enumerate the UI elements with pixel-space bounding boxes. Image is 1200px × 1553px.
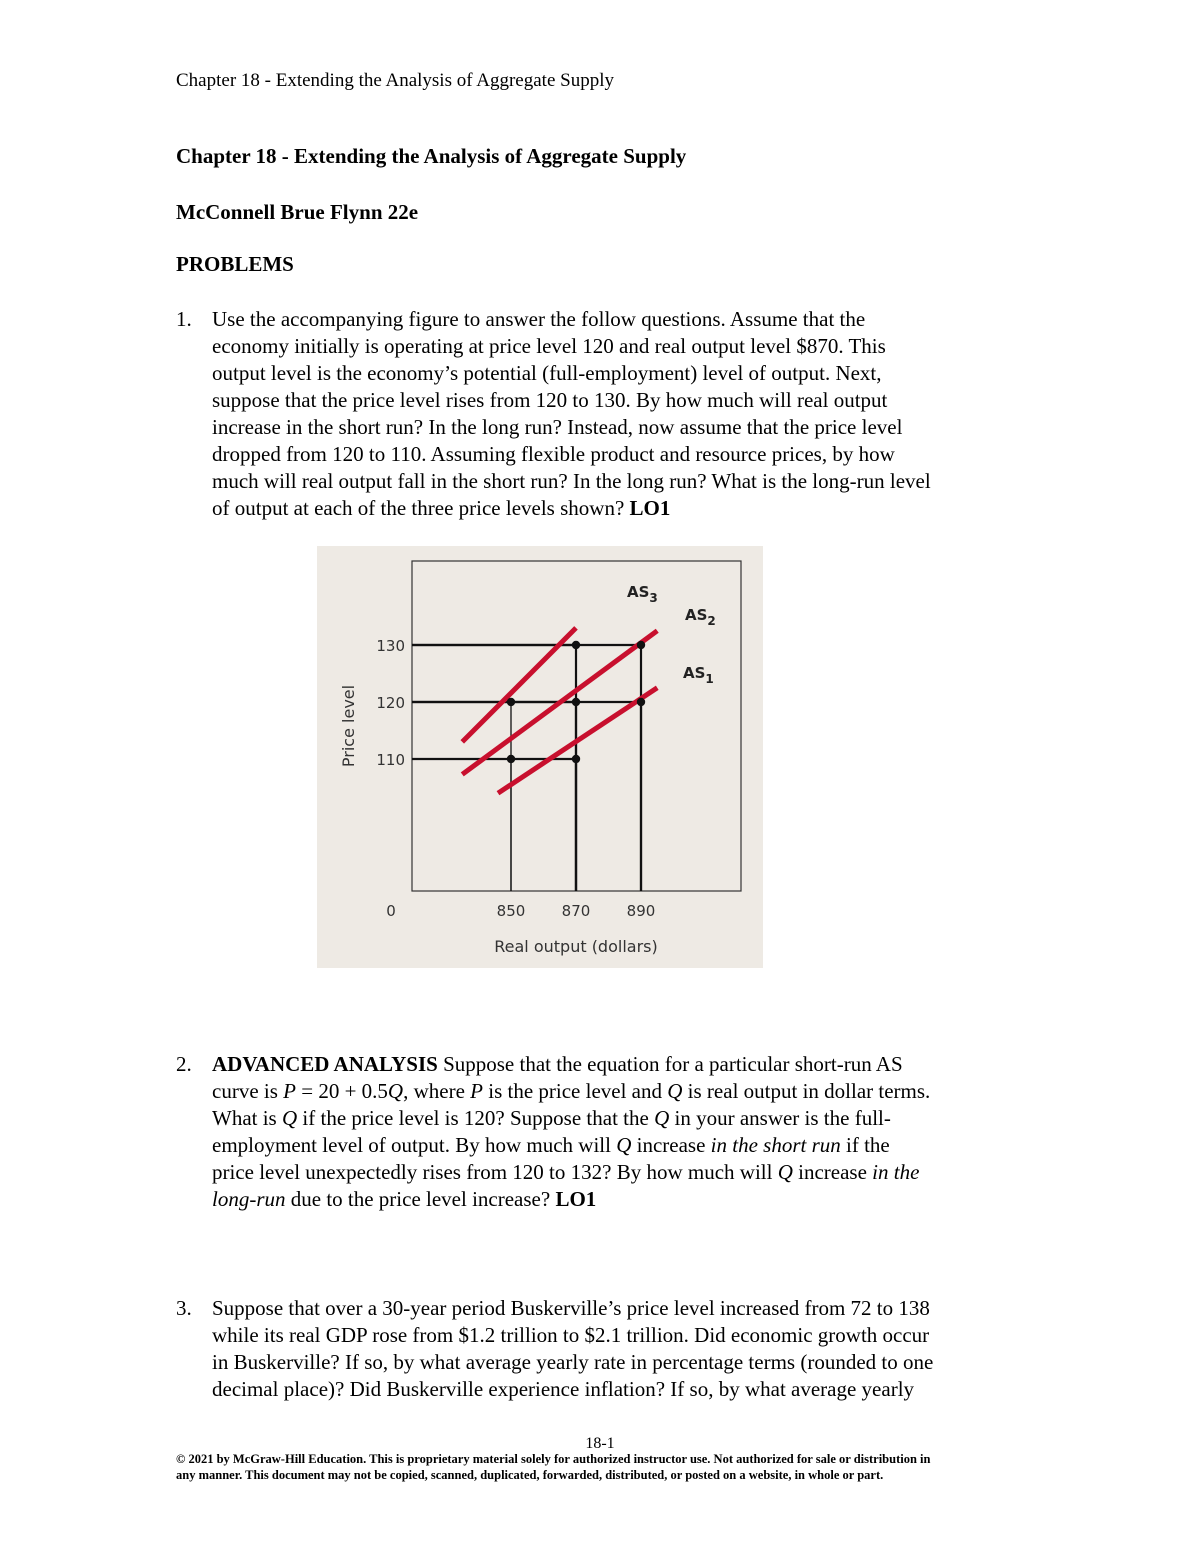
problem-line: decimal place)? Did Buskerville experience inflation? If so, by what average yearly	[212, 1377, 915, 1401]
problem-line: in Buskerville? If so, by what average yearly rate in percentage terms (rounded to one	[212, 1350, 934, 1374]
variable: Q	[777, 1160, 793, 1184]
y-tick-label: 120	[376, 694, 405, 712]
emphasis: in the short run	[710, 1133, 841, 1157]
equilibrium-point	[507, 755, 515, 763]
variable: Q	[616, 1133, 632, 1157]
variable: Q	[667, 1079, 683, 1103]
problem-line: while its real GDP rose from $1.2 trillion to $2.1 trillion. Did economic growth occur	[212, 1323, 930, 1347]
problem-line	[212, 1186, 1036, 1213]
problem-line	[212, 1078, 1036, 1105]
problem-line: much will real output fall in the short run? In the long run? What is the long-run level	[212, 469, 931, 493]
text-run: in your answer is the full-	[669, 1106, 891, 1130]
problem-line: Use the accompanying figure to answer the follow questions. Assume that the	[212, 307, 866, 331]
page-number: 18-1	[585, 1435, 615, 1452]
problem-line: increase in the short run? In the long run? Instead, now assume that the price level	[212, 415, 903, 439]
problem-line: output level is the economy’s potential (full-employment) level of output. Next,	[212, 361, 882, 385]
text-run: employment level of output. By how much will	[212, 1133, 617, 1157]
problem-line	[212, 1159, 1036, 1186]
y-axis-label: Price level	[339, 684, 358, 768]
text-run: if the	[840, 1133, 890, 1157]
problem-line: economy initially is operating at price level 120 and real output level $870. This	[212, 334, 886, 358]
equilibrium-point	[572, 641, 580, 649]
text-run: if the price level is 120? Suppose that the	[297, 1106, 655, 1130]
y-tick-label: 110	[376, 751, 405, 769]
problem-line	[212, 1132, 1036, 1159]
problem-line-text: of output at each of the three price levels shown?	[212, 496, 625, 520]
origin-label: 0	[386, 902, 396, 920]
curve-label-subscript: 3	[649, 591, 658, 605]
chapter-title: Chapter 18 - Extending the Analysis of Aggregate Supply	[176, 144, 687, 168]
emphasis: long-run	[212, 1187, 286, 1211]
aggregate-supply-figure	[317, 546, 763, 968]
equilibrium-point	[572, 755, 580, 763]
learning-objective: LO1	[629, 496, 671, 520]
text-run: is the price level and	[482, 1079, 668, 1103]
copyright-line: © 2021 by McGraw-Hill Education. This is proprietary material solely for authorized instructor use. Not authorized for sale or distribution in	[176, 1452, 931, 1466]
curve-label-base: AS	[683, 664, 706, 682]
problem-3	[176, 1295, 1036, 1403]
text-run: due to the price level increase?	[285, 1187, 551, 1211]
x-axis-label: Real output (dollars)	[494, 937, 658, 956]
curve-label-base: AS	[685, 606, 708, 624]
problem-line	[212, 495, 1036, 522]
section-heading: PROBLEMS	[176, 252, 294, 276]
problem-line-text: Suppose that the equation for a particular short-run AS	[443, 1052, 903, 1076]
curve-label-as1	[683, 664, 714, 686]
problem-line	[212, 1051, 1036, 1078]
problem-line: dropped from 120 to 110. Assuming flexible product and resource prices, by how	[212, 442, 895, 466]
curve-label-subscript: 1	[705, 672, 714, 686]
problem-1	[176, 306, 1036, 522]
text-run: price level unexpectedly rises from 120 to 132? By how much will	[212, 1160, 778, 1184]
variable: Q	[654, 1106, 670, 1130]
aggregate-supply-chart	[317, 546, 763, 968]
equilibrium-point	[507, 698, 515, 706]
learning-objective: LO1	[555, 1187, 597, 1211]
curve-label-subscript: 2	[707, 614, 716, 628]
copyright-line: any manner. This document may not be copied, scanned, duplicated, forwarded, distributed, or posted on a website, in whole or part.	[176, 1468, 884, 1482]
text-run: , where	[403, 1079, 471, 1103]
text-run: curve is	[212, 1079, 284, 1103]
problem-2	[176, 1051, 1036, 1213]
variable: P	[470, 1079, 483, 1103]
emphasis: in the	[872, 1160, 920, 1184]
equilibrium-point	[637, 641, 645, 649]
equilibrium-point	[637, 698, 645, 706]
problem-line: suppose that the price level rises from 120 to 130. By how much will real output	[212, 388, 888, 412]
problem-heading: ADVANCED ANALYSIS	[212, 1052, 438, 1076]
problem-number: 1.	[176, 307, 192, 331]
variable: Q	[281, 1106, 298, 1130]
problem-line	[212, 1105, 1036, 1132]
variable: P	[283, 1079, 296, 1103]
problem-number: 2.	[176, 1052, 192, 1076]
text-run: is real output in dollar terms.	[682, 1079, 931, 1103]
y-tick-label: 130	[376, 637, 405, 655]
curve-label-as2	[685, 606, 716, 628]
authors: McConnell Brue Flynn 22e	[176, 200, 419, 224]
variable: Q	[387, 1079, 404, 1103]
copyright-footer	[176, 1451, 1036, 1483]
curve-label-as3	[627, 583, 658, 605]
running-head: Chapter 18 - Extending the Analysis of Aggregate Supply	[176, 70, 614, 91]
x-tick-label: 890	[626, 902, 656, 920]
x-tick-label: 870	[561, 902, 591, 920]
equilibrium-point	[572, 698, 580, 706]
problem-number: 3.	[176, 1296, 192, 1320]
x-tick-label: 850	[496, 902, 526, 920]
text-run: = 20 + 0.5	[295, 1079, 388, 1103]
problem-line: Suppose that over a 30-year period Buskerville’s price level increased from 72 to 138	[212, 1296, 930, 1320]
text-run: increase	[631, 1133, 711, 1157]
text-run: increase	[792, 1160, 873, 1184]
text-run: What is	[212, 1106, 282, 1130]
curve-label-base: AS	[627, 583, 650, 601]
